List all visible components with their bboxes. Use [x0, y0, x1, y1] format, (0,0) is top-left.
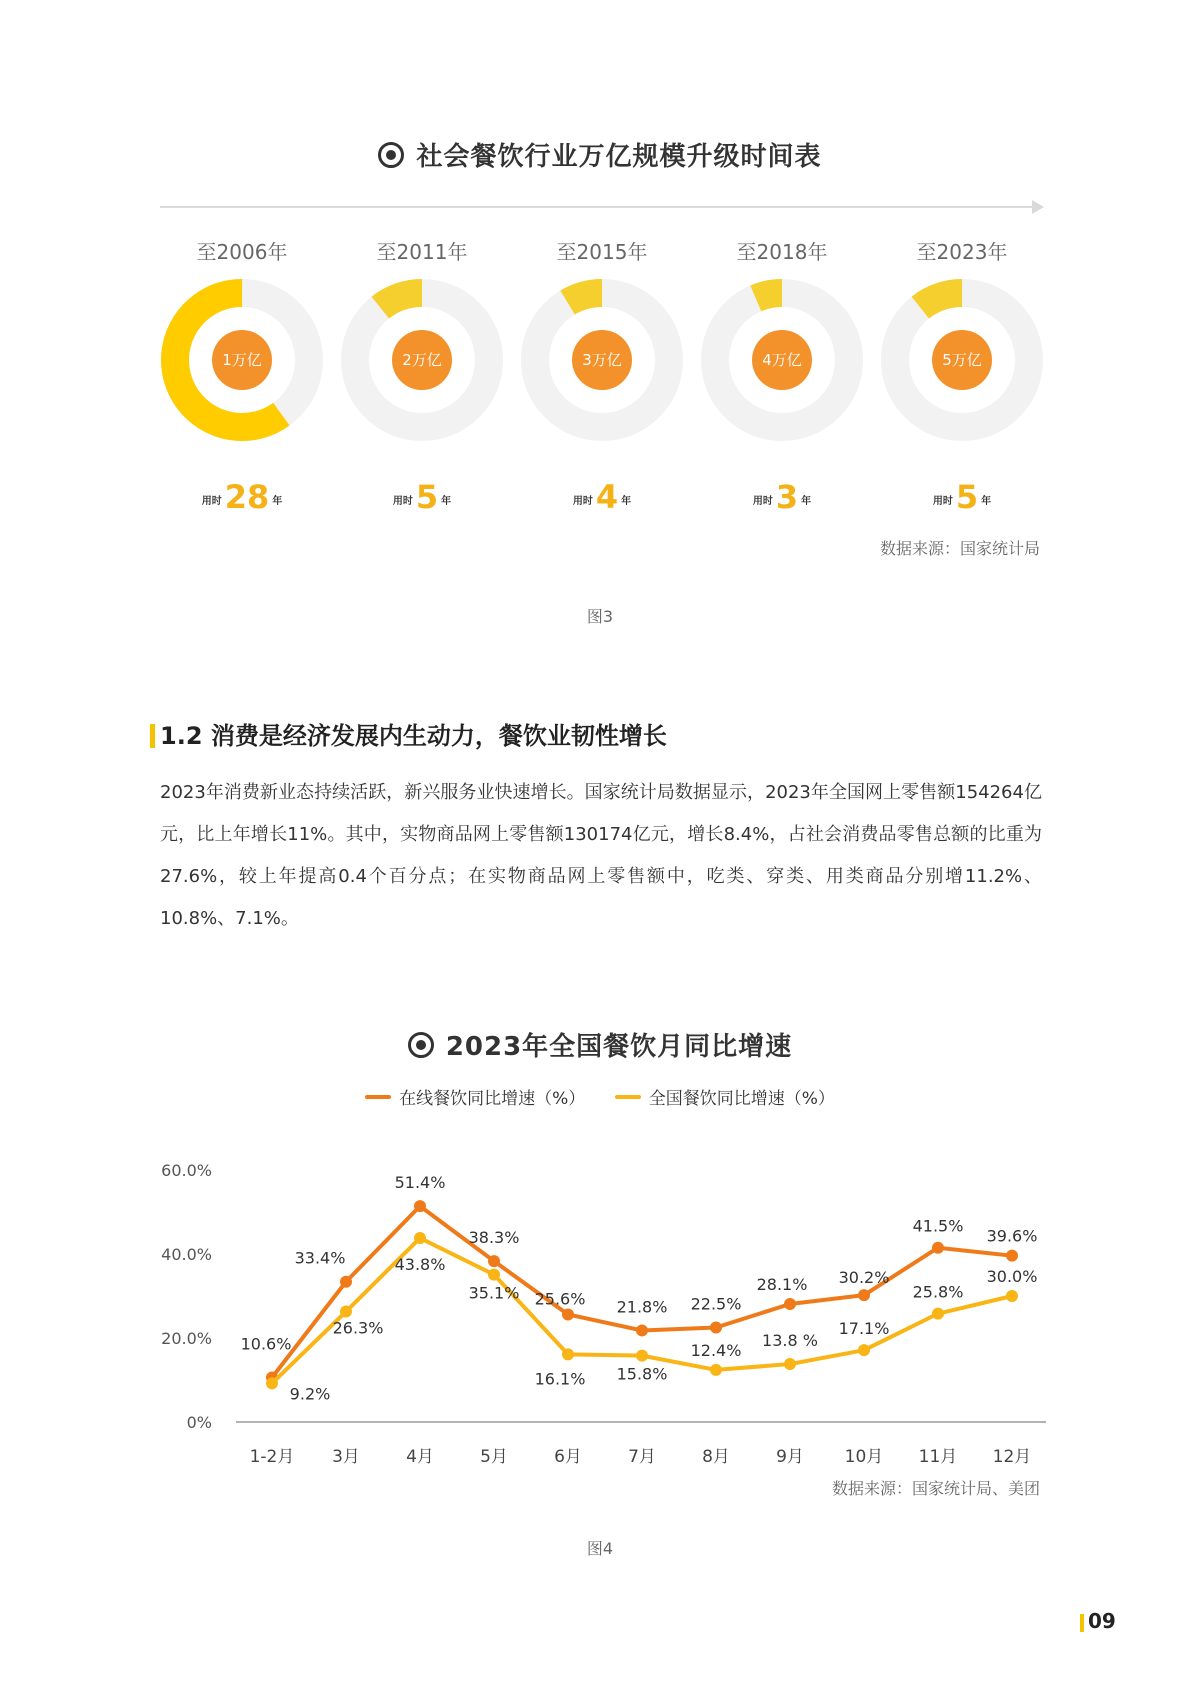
data-point-online	[488, 1255, 500, 1267]
x-tick-label: 7月	[628, 1447, 656, 1467]
data-label: 26.3%	[332, 1318, 384, 1338]
data-label: 33.4%	[294, 1248, 346, 1268]
figure4-title	[0, 1026, 1200, 1063]
x-tick-label: 6月	[554, 1447, 582, 1467]
donut-chart	[520, 278, 684, 442]
figure3-title	[0, 136, 1200, 173]
data-label: 28.1%	[756, 1274, 808, 1294]
y-tick-label: 20.0%	[161, 1329, 212, 1348]
donut-item	[512, 236, 692, 518]
data-point-online	[562, 1308, 574, 1320]
data-point-national	[488, 1269, 500, 1281]
page-number: 09	[1088, 1609, 1116, 1633]
donut-year-label: 至2006年	[196, 240, 288, 264]
data-label: 43.8%	[394, 1255, 446, 1275]
x-tick-label: 12月	[992, 1447, 1032, 1467]
timeline-line	[160, 206, 1040, 208]
data-label: 22.5%	[690, 1294, 742, 1314]
y-tick-label: 0%	[186, 1413, 212, 1432]
target-icon	[408, 1032, 434, 1058]
duration-years: 3	[775, 478, 799, 516]
data-point-national	[858, 1344, 870, 1356]
duration-years: 28	[224, 478, 270, 516]
data-label: 25.6%	[534, 1289, 586, 1309]
data-label: 35.1%	[468, 1283, 520, 1303]
donut-year-label: 至2023年	[916, 240, 1008, 264]
duration-prefix: 用时	[752, 496, 773, 507]
x-tick-label: 3月	[332, 1447, 360, 1467]
figure3-title-text: 社会餐饮行业万亿规模升级时间表	[416, 142, 822, 172]
x-tick-label: 4月	[406, 1447, 434, 1467]
donut-chart	[340, 278, 504, 442]
x-tick-label: 1-2月	[249, 1447, 295, 1467]
timeline-arrow-icon	[1032, 200, 1044, 214]
legend-swatch-national	[615, 1095, 641, 1099]
data-label: 16.1%	[534, 1369, 586, 1389]
x-tick-label: 9月	[776, 1447, 804, 1467]
data-point-national	[932, 1308, 944, 1320]
target-icon	[378, 142, 404, 168]
donut-center-label: 3万亿	[572, 330, 632, 390]
donut-duration	[872, 478, 1052, 518]
data-label: 13.8 %	[762, 1331, 818, 1351]
data-label: 39.6%	[986, 1226, 1038, 1246]
data-label: 41.5%	[912, 1216, 964, 1236]
data-point-national	[1006, 1290, 1018, 1302]
duration-suffix: 年	[272, 496, 283, 507]
duration-prefix: 用时	[392, 496, 413, 507]
donut-year-label: 至2018年	[736, 240, 828, 264]
data-point-national	[414, 1232, 426, 1244]
donut-duration	[692, 478, 872, 518]
y-tick-label: 40.0%	[161, 1245, 212, 1264]
chart-legend	[0, 1084, 1200, 1109]
page-number-marker	[1080, 1614, 1084, 1632]
donut-chart	[160, 278, 324, 442]
x-tick-label: 10月	[844, 1447, 884, 1467]
data-label: 9.2%	[289, 1384, 331, 1404]
data-point-online	[414, 1200, 426, 1212]
donut-chart	[700, 278, 864, 442]
data-label: 30.0%	[986, 1267, 1038, 1286]
duration-suffix: 年	[621, 496, 632, 507]
data-point-national	[340, 1306, 352, 1318]
donut-chart	[880, 278, 1044, 442]
data-point-national	[562, 1348, 574, 1360]
donut-duration	[332, 478, 512, 518]
section-paragraph: 2023年消费新业态持续活跃，新兴服务业快速增长。国家统计局数据显示，2023年全国网上零售额154264亿元，比上年增长11%。其中，实物商品网上零售额130174亿元，增长8.4%，占社会消费品零售总额的比重为27.6%，较上年提高0.4个百分点；在实物商品网上零售额中，吃类、穿类、用类商品分别增11.2%、10.8%、7.1%。	[160, 782, 1042, 929]
donut-duration	[152, 478, 332, 518]
data-label: 17.1%	[838, 1319, 890, 1339]
donut-duration	[512, 478, 692, 518]
duration-suffix: 年	[801, 496, 812, 507]
data-point-online	[932, 1242, 944, 1254]
figure3-label: 图3	[586, 607, 614, 626]
duration-prefix: 用时	[932, 496, 953, 507]
data-point-online	[1006, 1250, 1018, 1262]
x-tick-label: 11月	[918, 1447, 958, 1467]
data-label: 12.4%	[690, 1340, 742, 1360]
figure3-source: 数据来源：国家统计局	[879, 539, 1040, 558]
donut-center-label: 2万亿	[392, 330, 452, 390]
data-point-national	[710, 1364, 722, 1376]
section-title: 1.2 消费是经济发展内生动力，餐饮业韧性增长	[160, 722, 667, 750]
figure4-title-text: 2023年全国餐饮月同比增速	[445, 1032, 793, 1062]
data-point-online	[784, 1298, 796, 1310]
donut-item	[692, 236, 872, 518]
section-marker	[150, 724, 155, 748]
donut-center-label: 5万亿	[932, 330, 992, 390]
data-point-online	[636, 1324, 648, 1336]
line-chart	[0, 1140, 1200, 1480]
duration-suffix: 年	[441, 496, 452, 507]
data-label: 51.4%	[394, 1173, 446, 1193]
data-point-online	[340, 1276, 352, 1288]
legend-label-online: 在线餐饮同比增速（%）	[399, 1089, 586, 1109]
data-point-national	[784, 1358, 796, 1370]
data-label: 15.8%	[616, 1364, 668, 1384]
x-tick-label: 8月	[702, 1447, 730, 1467]
duration-prefix: 用时	[572, 496, 593, 507]
duration-years: 4	[595, 478, 619, 516]
legend-item-online	[365, 1084, 585, 1109]
data-point-national	[266, 1377, 278, 1389]
duration-prefix: 用时	[201, 496, 222, 507]
data-label: 25.8%	[912, 1282, 964, 1302]
data-label: 10.6%	[240, 1334, 292, 1354]
data-point-national	[636, 1350, 648, 1362]
duration-years: 5	[955, 478, 979, 516]
donut-year-label: 至2015年	[556, 240, 648, 264]
legend-label-national: 全国餐饮同比增速（%）	[648, 1089, 835, 1109]
x-tick-label: 5月	[480, 1447, 508, 1467]
duration-suffix: 年	[981, 496, 992, 507]
donut-center-label: 1万亿	[212, 330, 272, 390]
data-label: 38.3%	[468, 1228, 520, 1248]
data-point-online	[858, 1289, 870, 1301]
donut-year-label: 至2011年	[376, 240, 468, 264]
duration-years: 5	[415, 478, 439, 516]
donut-item	[332, 236, 512, 518]
donut-item	[152, 236, 332, 518]
donut-item	[872, 236, 1052, 518]
legend-item-national	[615, 1084, 835, 1109]
data-label: 30.2%	[838, 1268, 890, 1288]
data-label: 21.8%	[616, 1297, 668, 1317]
data-point-online	[710, 1322, 722, 1334]
figure4-label: 图4	[586, 1539, 614, 1558]
legend-swatch-online	[365, 1095, 391, 1099]
donut-center-label: 4万亿	[752, 330, 812, 390]
figure4-source: 数据来源：国家统计局、美团	[831, 1479, 1040, 1498]
y-tick-label: 60.0%	[161, 1161, 212, 1180]
